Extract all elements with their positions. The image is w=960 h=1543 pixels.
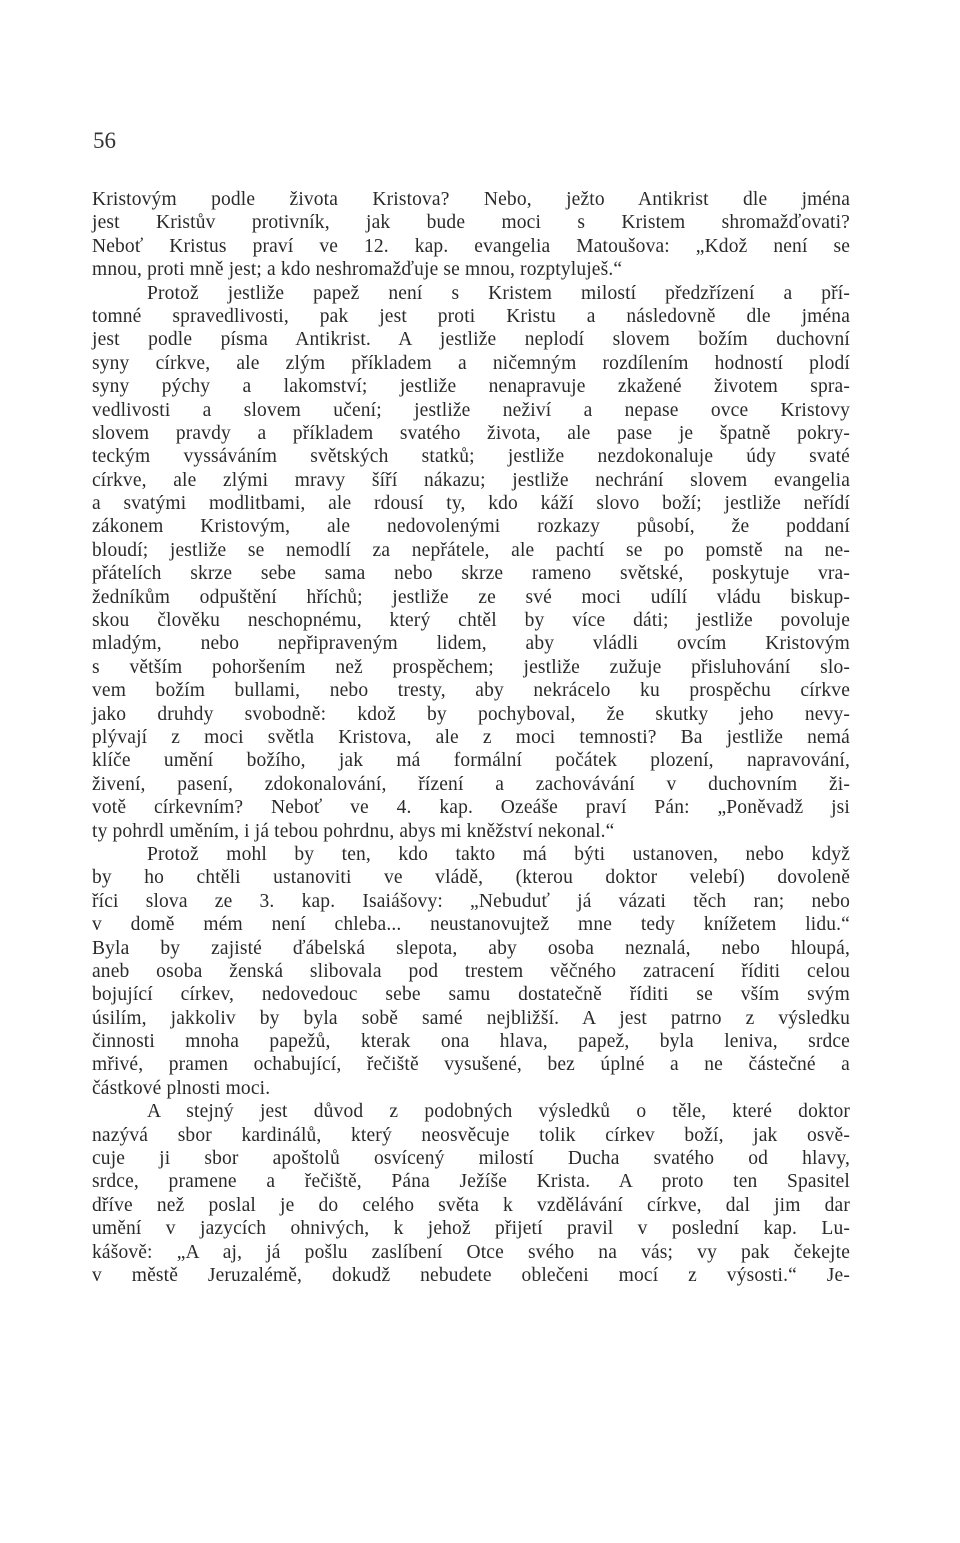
text-line: plývají z moci světla Kristova, ale z moci temnosti? Ba jestliže nemá [92,726,850,748]
text-line: A stejný jest důvod z podobných výsledků o těle, které doktor [147,1101,850,1123]
text-line: živení, pasení, zdokonalování, řízení a zachovávání v duchovním ži- [92,773,850,795]
text-line: mnou, proti mně jest; a kdo neshromažďuje se mnou, rozptyluješ.“ [92,259,623,281]
text-line: votě církevním? Neboť ve 4. kap. Ozeáše praví Pán: „Poněvadž jsi [92,797,850,819]
text-line: jako druhdy svobodně: kdož by pochyboval, že skutky jeho nevy- [92,703,850,725]
text-line: vem božím bullami, nebo tresty, aby nekrácelo ku prospěchu církve [92,680,850,702]
text-line: skou člověku neschopnému, který chtěl by více dáti; jestliže povoluje [92,610,850,632]
body-text [92,188,850,1287]
text-line: jest podle písma Antikrist. A jestliže neplodí slovem božím duchovní [92,329,850,351]
text-line: vedlivosti a slovem učení; jestliže neživí a nepase ovce Kristovy [92,399,850,421]
text-line: syny pýchy a lakomství; jestliže nenapravuje zkažené životem spra- [92,376,850,398]
text-line: by ho chtěli ustanoviti ve vládě, (kterou doktor velebí) dovoleně [92,867,850,889]
text-line: přátelích skrze sebe sama nebo skrze rameno světské, poskytuje vra- [92,563,850,585]
text-line: a svatými modlitbami, ale rdousí ty, kdo káží slovo boží; jestliže neřídí [92,493,850,515]
text-line: Neboť Kristus praví ve 12. kap. evangelia Matoušova: „Kdož není se [92,235,850,257]
text-line: ty pohrdl uměním, i já tebou pohrdnu, abys mi kněžství nekonal.“ [92,820,615,842]
text-line: dříve než poslal je do celého světa k vzdělávání církve, dal jim dar [92,1194,850,1216]
text-line: zákonem Kristovým, ale nedovolenými rozkazy působí, že poddaní [92,516,850,538]
text-line: cuje ji sbor apoštolů osvícený milostí Ducha svatého od hlavy, [92,1148,850,1170]
text-line: syny církve, ale zlým příkladem a ničemným rozdílením hodností plodí [92,352,850,374]
text-line: v městě Jeruzalémě, dokudž nebudete oblečeni mocí z výsosti.“ Je- [92,1264,850,1286]
text-line: v domě mém není chleba... neustanovujtež mne tedy knížetem lidu.“ [92,914,850,936]
text-line: slovem pravdy a příkladem svatého života, ale pase je špatně pokry- [92,422,850,444]
text-line: Protož jestliže papež není s Kristem milostí předzřízení a pří- [147,282,850,304]
text-line: kášově: „A aj, já pošlu zaslíbení Otce svého na vás; vy pak čekejte [92,1241,850,1263]
text-line: činnosti mnoha papežů, kterak ona hlava, papež, byla leniva, srdce [92,1031,850,1053]
text-line: nazývá sbor kardinálů, který neosvěcuje tolik církev boží, jak osvě- [92,1124,850,1146]
text-line: umění v jazycích ohnivých, k jehož přijetí pravil v poslední kap. Lu- [92,1218,850,1240]
text-line: žedníkům odpuštění hříchů; jestliže ze své moci udílí vládu biskup- [92,586,850,608]
text-line: aneb osoba ženská slibovala pod trestem věčného zatracení říditi celou [92,960,850,982]
text-line: mladým, nebo nepřipraveným lidem, aby vládli ovcím Kristovým [92,633,850,655]
text-line: srdce, pramene a řečiště, Pána Ježíše Krista. A proto ten Spasitel [92,1171,850,1193]
text-line: Kristovým podle života Kristova? Nebo, ježto Antikrist dle jména [92,189,850,210]
text-line: Protož mohl by ten, kdo takto má býti ustanoven, nebo když [147,843,850,865]
text-line: s větším pohoršením než prospěchem; jestliže zužuje přisluhování slo- [92,656,850,678]
text-line: tomné spravedlivosti, pak jest proti Kristu a následovně dle jména [92,305,850,327]
text-line: klíče umění božího, jak má formální počátek plození, napravování, [92,750,850,772]
text-line: mřivé, pramen ochabující, řečiště vysušené, bez úplné a ne částečné a [92,1054,850,1076]
text-line: jest Kristův protivník, jak bude moci s Kristem shromažďovati? [92,212,850,234]
text-line: bojující církev, nedovedouc sebe samu dostatečně říditi se vším svým [92,984,850,1006]
page-number: 56 [93,128,116,153]
text-line: bloudí; jestliže se nemodlí za nepřátele, ale pachtí se po pomstě na ne- [92,539,850,561]
text-line: úsilím, jakkoliv by byla sobě samé nejbližší. A jest patrno z výsledku [92,1007,850,1029]
text-line: říci slova ze 3. kap. Isaiášovy: „Nebuduť já vázati těch ran; nebo [92,890,850,912]
text-line: částkové plnosti moci. [92,1077,271,1099]
text-line: teckým vyssáváním světských statků; jestliže nezdokonaluje údy svaté [92,446,850,468]
text-line: Byla by zajisté ďábelská slepota, aby osoba neznalá, nebo hloupá, [92,937,850,959]
text-line: církve, ale zlými mravy šíří nákazu; jestliže nechrání slovem evangelia [92,469,850,491]
